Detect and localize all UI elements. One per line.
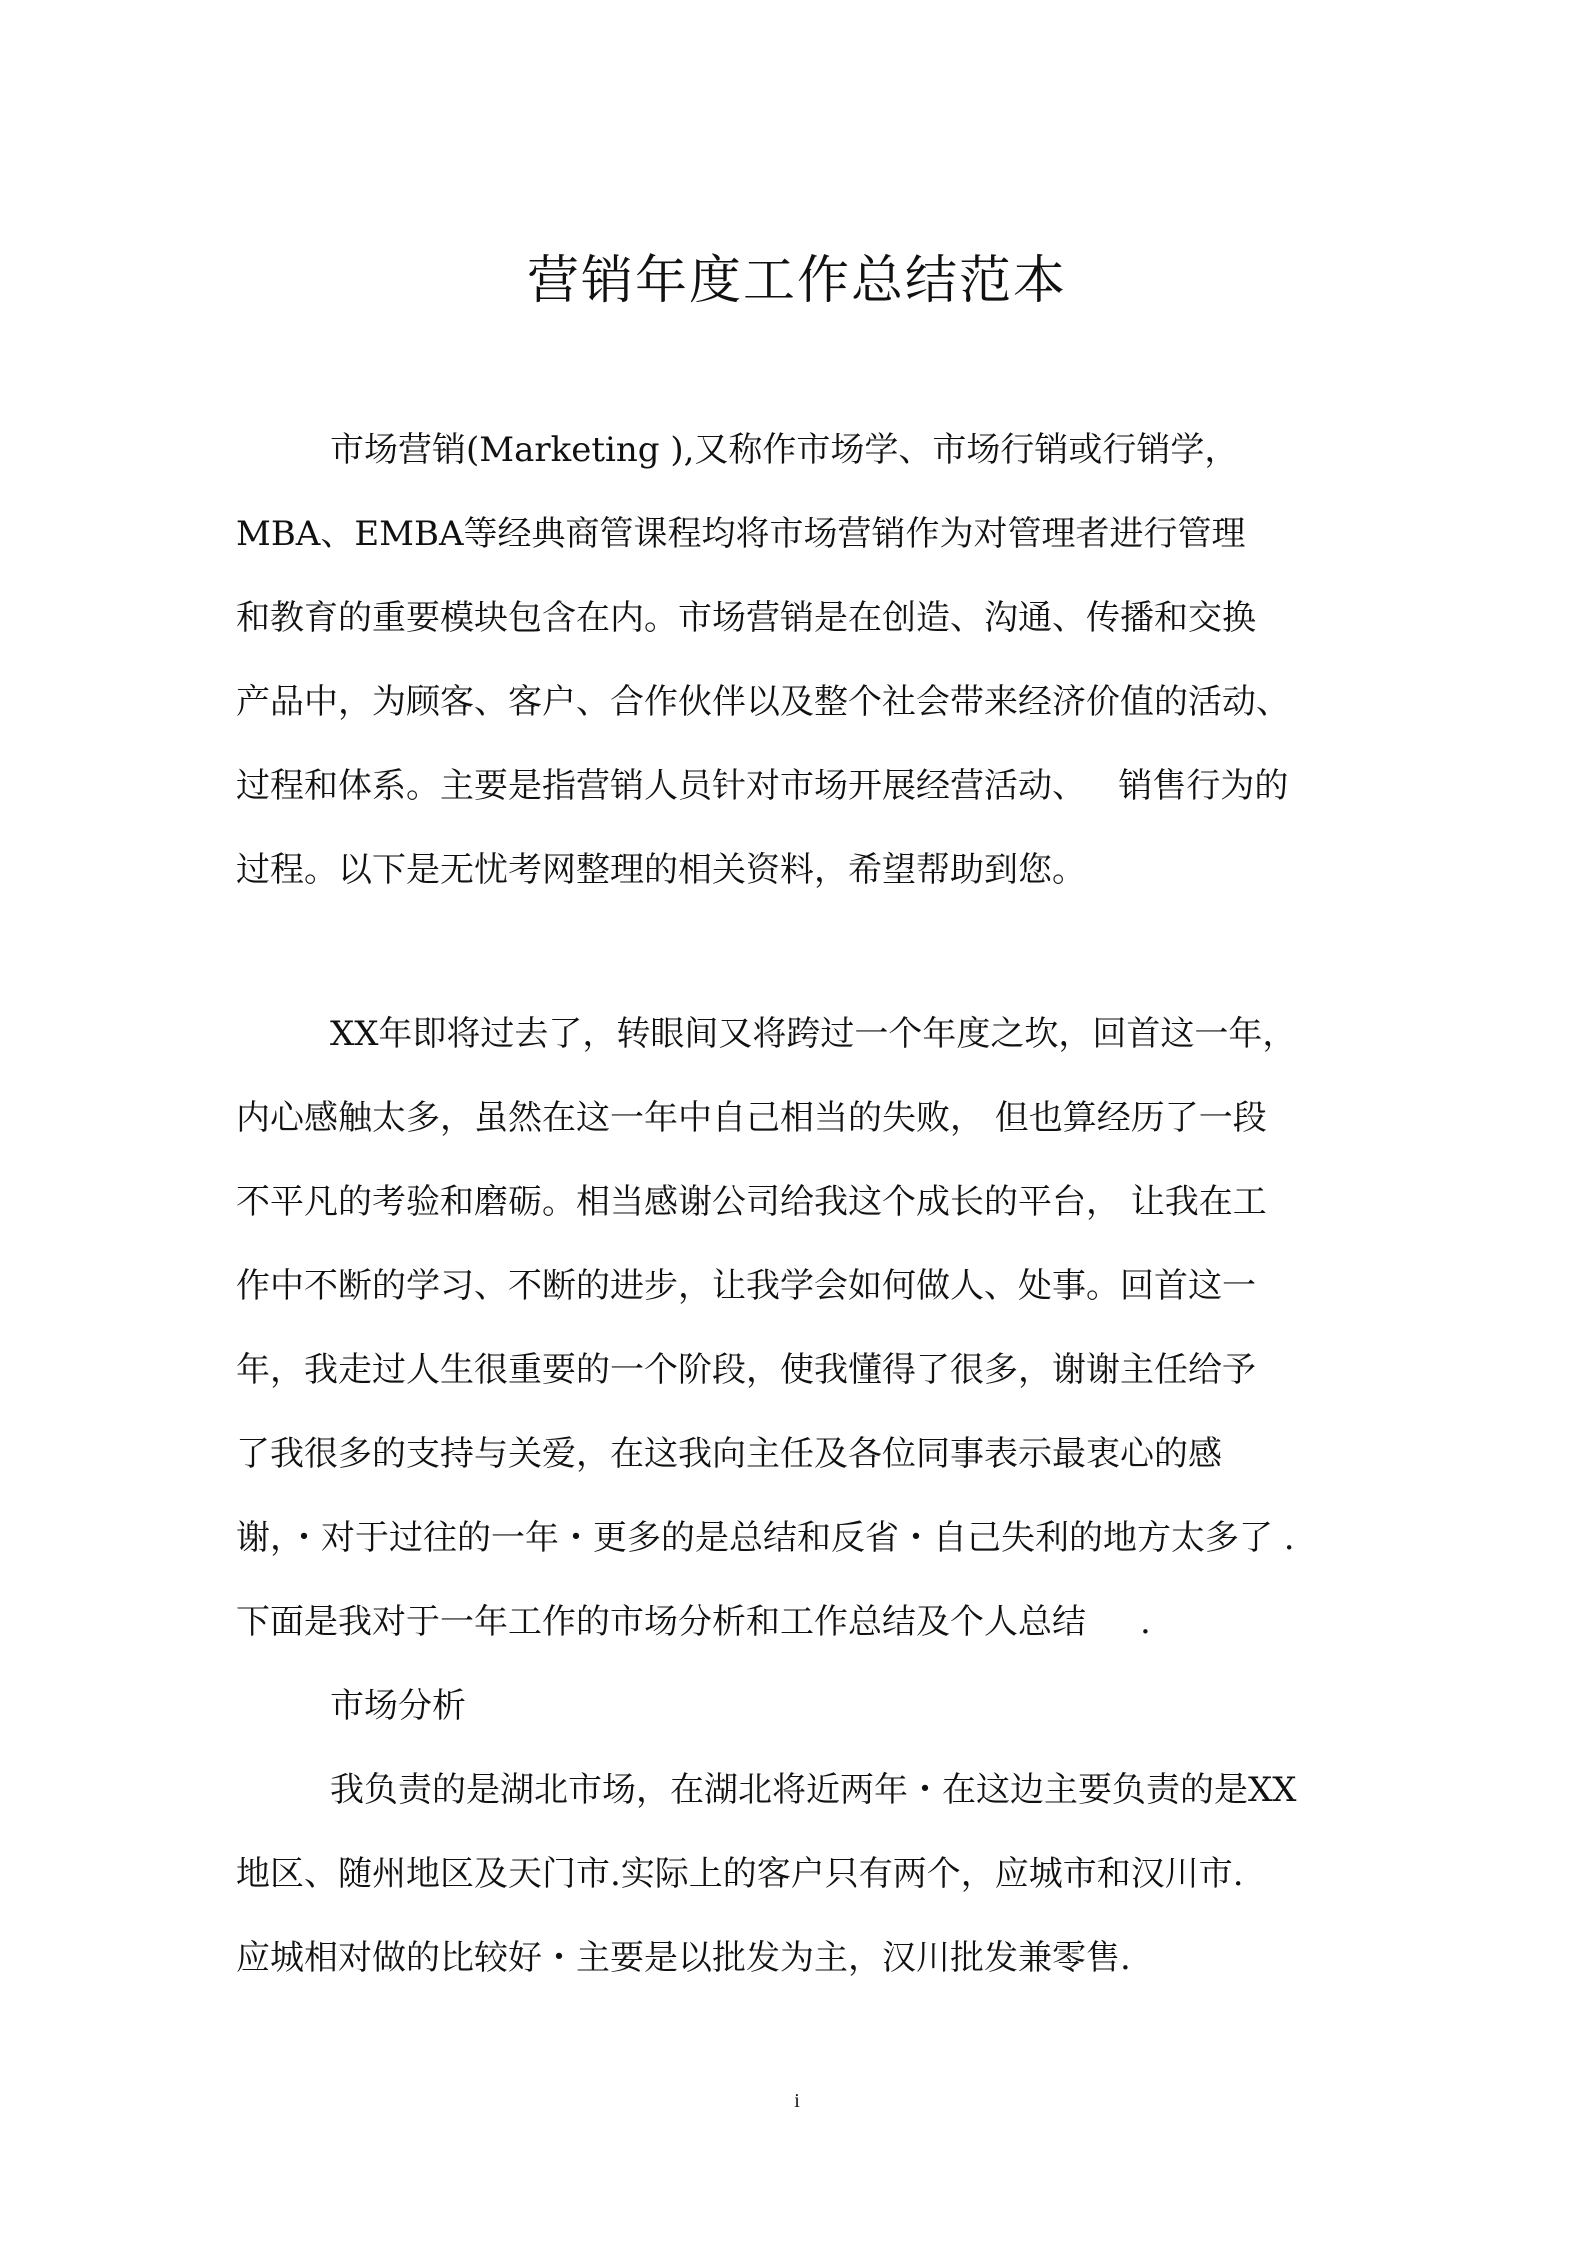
paragraph-1-line-1: 市场营销(Marketing ),又称作市场学、市场行销或行销学， bbox=[330, 430, 1239, 470]
section-heading-market-analysis: 市场分析 bbox=[330, 1686, 466, 1726]
paragraph-2-line-8: 下面是我对于一年工作的市场分析和工作总结及个人总结 . bbox=[236, 1602, 1151, 1642]
paragraph-3-line-1: 我负责的是湖北市场，在湖北将近两年・在这边主要负责的是XX bbox=[330, 1770, 1297, 1810]
paragraph-1-line-3: 和教育的重要模块包含在内。市场营销是在创造、沟通、传播和交换 bbox=[236, 598, 1256, 638]
paragraph-3-line-3: 应城相对做的比较好・主要是以批发为主，汉川批发兼零售. bbox=[236, 1938, 1131, 1978]
paragraph-2-line-7: 谢，・对于过往的一年・更多的是总结和反省・自己失利的地方太多了 . bbox=[236, 1518, 1295, 1558]
paragraph-2-line-2: 内心感触太多，虽然在这一年中自己相当的失败， 但也算经历了一段 bbox=[236, 1098, 1267, 1138]
paragraph-1-line-6: 过程。以下是无忧考网整理的相关资料，希望帮助到您。 bbox=[236, 850, 1086, 890]
paragraph-2-line-5: 年，我走过人生很重要的一个阶段，使我懂得了很多，谢谢主任给予 bbox=[236, 1350, 1256, 1390]
paragraph-2-line-6: 了我很多的支持与关爱，在这我向主任及各位同事表示最衷心的感 bbox=[236, 1434, 1222, 1474]
paragraph-3-line-2: 地区、随州地区及天门市.实际上的客户只有两个，应城市和汉川市. bbox=[236, 1854, 1244, 1894]
paragraph-1-line-2: MBA、EMBA等经典商管课程均将市场营销作为对管理者进行管理 bbox=[236, 514, 1246, 554]
paragraph-2-line-4: 作中不断的学习、不断的进步，让我学会如何做人、处事。回首这一 bbox=[236, 1266, 1256, 1306]
paragraph-2-line-1: XX年即将过去了，转眼间又将跨过一个年度之坎，回首这一年， bbox=[330, 1014, 1297, 1054]
paragraph-2-line-3: 不平凡的考验和磨砺。相当感谢公司给我这个成长的平台， 让我在工 bbox=[236, 1182, 1267, 1222]
paragraph-1-line-4: 产品中，为顾客、客户、合作伙伴以及整个社会带来经济价值的活动、 bbox=[236, 682, 1290, 722]
page-title: 营销年度工作总结范本 bbox=[526, 251, 1067, 311]
paragraph-1-line-5: 过程和体系。主要是指营销人员针对市场开展经营活动、 销售行为的 bbox=[236, 766, 1289, 806]
page-number: i bbox=[794, 2090, 800, 2112]
